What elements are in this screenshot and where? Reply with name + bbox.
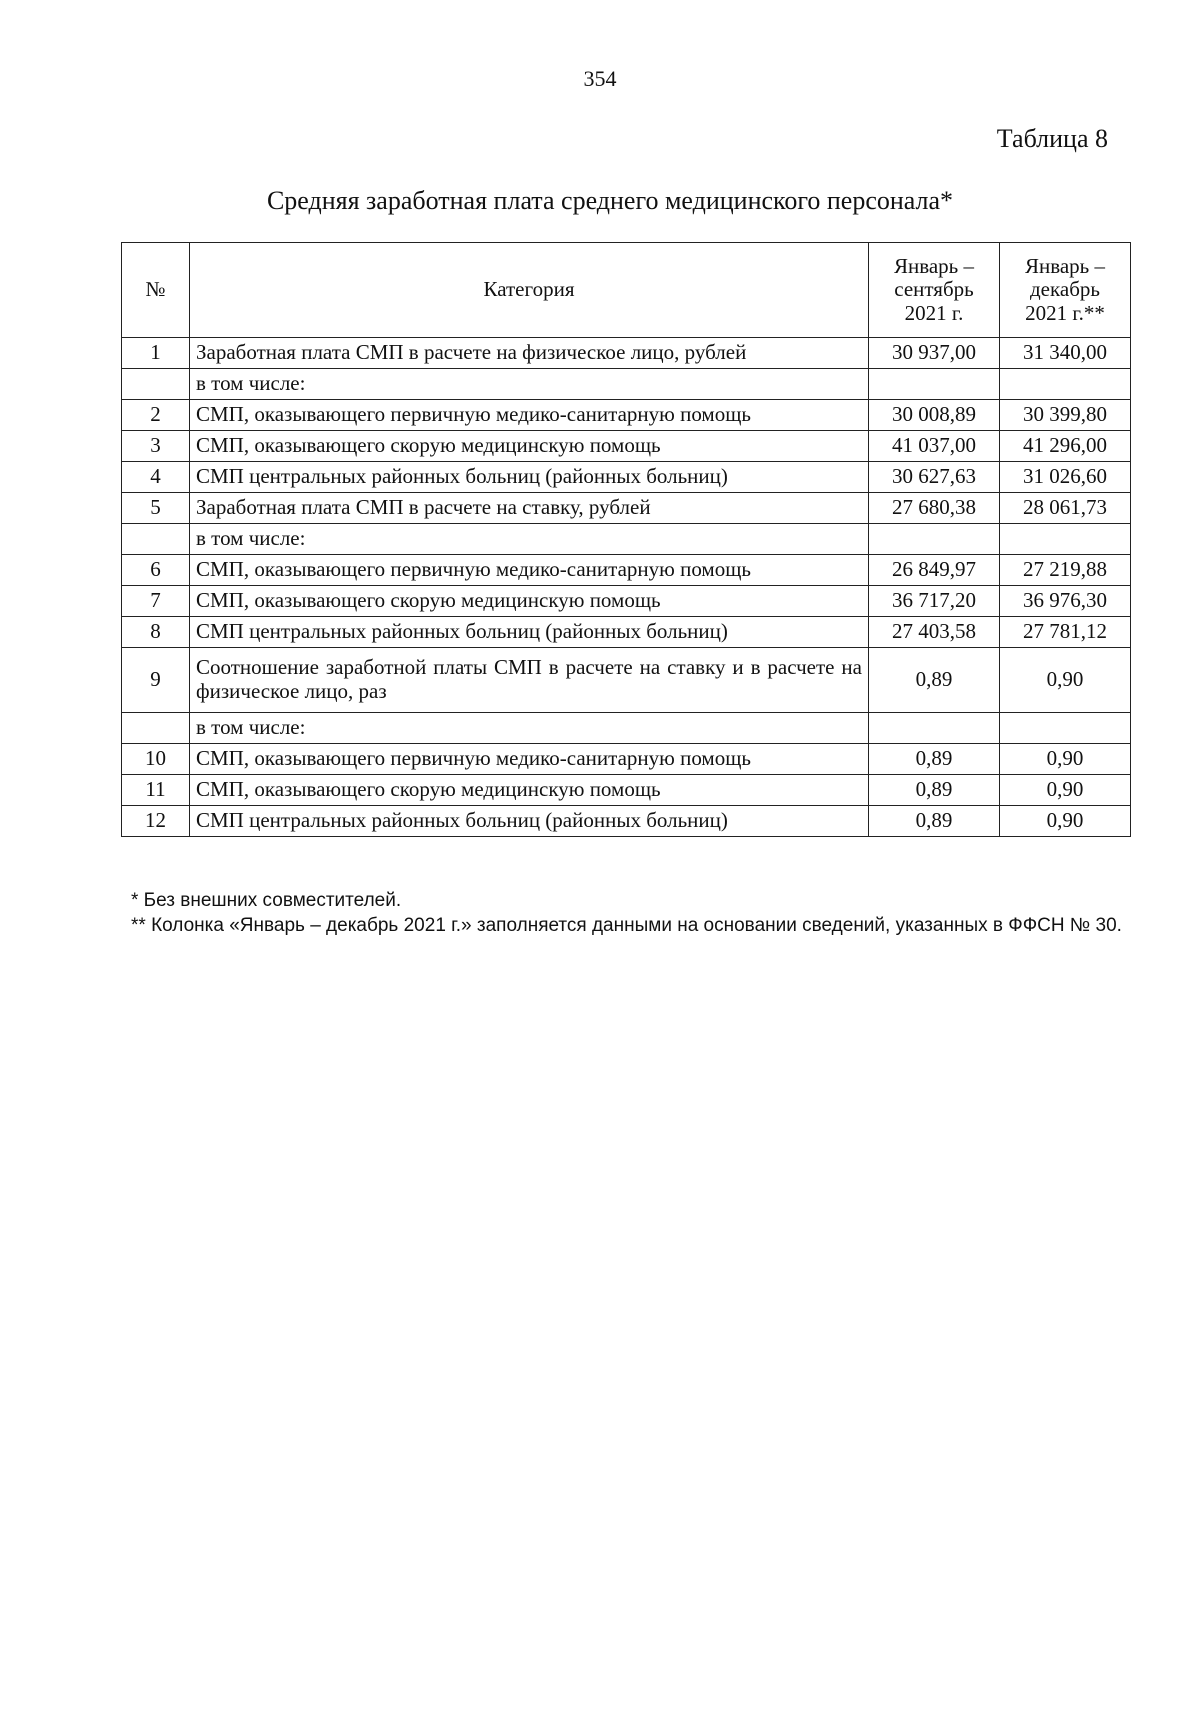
row-value-jan-sep: [869, 713, 1000, 744]
table-row: [122, 524, 1131, 555]
table-row: [122, 369, 1131, 400]
row-value-jan-dec: 41 296,00: [1000, 431, 1131, 462]
table-row: [122, 617, 1131, 648]
row-value-jan-sep: [869, 524, 1000, 555]
row-value-jan-sep: 0,89: [869, 775, 1000, 806]
row-value-jan-sep: 0,89: [869, 648, 1000, 713]
row-value-jan-sep: 26 849,97: [869, 555, 1000, 586]
table-row: [122, 555, 1131, 586]
table-row: [122, 648, 1131, 713]
row-value-jan-dec: 0,90: [1000, 775, 1131, 806]
row-value-jan-dec: 27 781,12: [1000, 617, 1131, 648]
row-number: [122, 369, 190, 400]
row-value-jan-sep: [869, 369, 1000, 400]
table-row: [122, 586, 1131, 617]
row-category: Заработная плата СМП в расчете на ставку, рублей: [190, 493, 869, 524]
row-number: 4: [122, 462, 190, 493]
footnote-external-part-timers: * Без внешних совместителей.: [131, 890, 402, 911]
row-category: СМП, оказывающего первичную медико-санитарную помощь: [190, 555, 869, 586]
row-category: СМП, оказывающего скорую медицинскую помощь: [190, 431, 869, 462]
row-number: 5: [122, 493, 190, 524]
row-number: [122, 524, 190, 555]
row-number: 8: [122, 617, 190, 648]
row-category: в том числе:: [190, 524, 869, 555]
row-value-jan-dec: 0,90: [1000, 744, 1131, 775]
row-number: 12: [122, 806, 190, 837]
table-label: Таблица 8: [996, 124, 1108, 153]
table-row: [122, 775, 1131, 806]
header-number: №: [122, 243, 190, 338]
row-category: СМП центральных районных больниц (районных больниц): [190, 617, 869, 648]
row-category: Заработная плата СМП в расчете на физическое лицо, рублей: [190, 338, 869, 369]
row-number: 2: [122, 400, 190, 431]
row-value-jan-dec: 0,90: [1000, 806, 1131, 837]
row-value-jan-dec: 36 976,30: [1000, 586, 1131, 617]
row-number: [122, 713, 190, 744]
row-category: СМП центральных районных больниц (районных больниц): [190, 462, 869, 493]
row-value-jan-sep: 27 403,58: [869, 617, 1000, 648]
header-category: Категория: [190, 243, 869, 338]
header-jan-dec: Январь – декабрь 2021 г.**: [1000, 243, 1131, 338]
row-value-jan-dec: 30 399,80: [1000, 400, 1131, 431]
table-row: [122, 713, 1131, 744]
row-value-jan-sep: 0,89: [869, 806, 1000, 837]
row-value-jan-sep: 41 037,00: [869, 431, 1000, 462]
row-number: 10: [122, 744, 190, 775]
row-number: 9: [122, 648, 190, 713]
table-row: [122, 493, 1131, 524]
row-category: СМП, оказывающего первичную медико-санитарную помощь: [190, 400, 869, 431]
row-number: 7: [122, 586, 190, 617]
table-row: [122, 400, 1131, 431]
header-jan-sep: Январь – сентябрь 2021 г.: [869, 243, 1000, 338]
table-row: [122, 462, 1131, 493]
row-category: СМП, оказывающего скорую медицинскую помощь: [190, 586, 869, 617]
row-category: Соотношение заработной платы СМП в расчете на ставку и в расчете на физическое лицо, раз: [190, 648, 869, 713]
row-value-jan-dec: [1000, 713, 1131, 744]
row-value-jan-dec: 27 219,88: [1000, 555, 1131, 586]
row-value-jan-dec: 28 061,73: [1000, 493, 1131, 524]
row-category: в том числе:: [190, 713, 869, 744]
table-row: [122, 806, 1131, 837]
row-category: в том числе:: [190, 369, 869, 400]
row-number: 1: [122, 338, 190, 369]
row-category: СМП, оказывающего первичную медико-санитарную помощь: [190, 744, 869, 775]
page-number: 354: [583, 66, 617, 91]
row-category: СМП, оказывающего скорую медицинскую помощь: [190, 775, 869, 806]
table-row: [122, 338, 1131, 369]
footnote-column-jan-dec: ** Колонка «Январь – декабрь 2021 г.» заполняется данными на основании сведений, указанных в ФФСН № 30.: [131, 915, 1122, 936]
row-value-jan-dec: 31 026,60: [1000, 462, 1131, 493]
salary-table: [121, 242, 1131, 837]
row-value-jan-sep: 30 627,63: [869, 462, 1000, 493]
row-value-jan-sep: 27 680,38: [869, 493, 1000, 524]
row-value-jan-dec: [1000, 369, 1131, 400]
table-row: [122, 431, 1131, 462]
row-value-jan-dec: 0,90: [1000, 648, 1131, 713]
table-header-row: [122, 243, 1131, 338]
table-title: Средняя заработная плата среднего медицинского персонала*: [266, 186, 954, 215]
row-value-jan-sep: 30 008,89: [869, 400, 1000, 431]
row-value-jan-sep: 0,89: [869, 744, 1000, 775]
row-category: СМП центральных районных больниц (районных больниц): [190, 806, 869, 837]
table-row: [122, 744, 1131, 775]
row-number: 6: [122, 555, 190, 586]
row-value-jan-sep: 36 717,20: [869, 586, 1000, 617]
row-value-jan-dec: 31 340,00: [1000, 338, 1131, 369]
row-value-jan-sep: 30 937,00: [869, 338, 1000, 369]
row-value-jan-dec: [1000, 524, 1131, 555]
row-number: 3: [122, 431, 190, 462]
row-number: 11: [122, 775, 190, 806]
